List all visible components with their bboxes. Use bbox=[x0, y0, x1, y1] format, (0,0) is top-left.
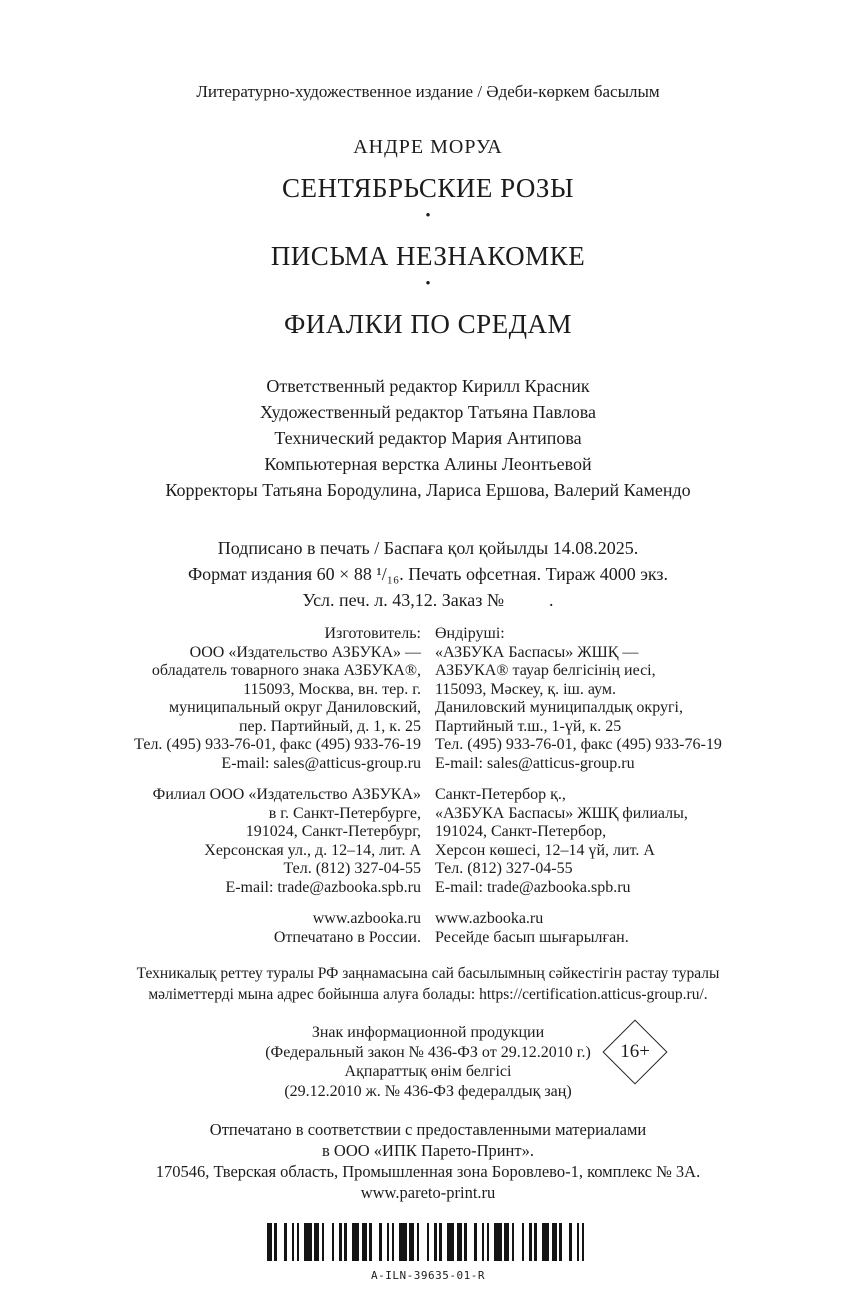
printing-house-line: 170546, Тверская область, Промышленная зона Боровлево-1, комплекс № 3А. bbox=[155, 1162, 701, 1181]
book-title-2: ПИСЬМА НЕЗНАКОМКЕ bbox=[270, 241, 586, 271]
column-line: E-mail: trade@azbooka.spb.ru bbox=[225, 878, 421, 896]
column-line: 191024, Санкт-Петербор, bbox=[435, 823, 607, 840]
age-mark-line: (Федеральный закон № 436-ФЗ от 29.12.2010 г.) bbox=[265, 1043, 591, 1061]
print-info-block bbox=[0, 535, 856, 613]
age-mark-line: (29.12.2010 ж. № 436-ФЗ федералдық заң) bbox=[284, 1082, 572, 1100]
print-info-line: Подписано в печать / Баспаға қол қойылды 14.08.2025. bbox=[217, 538, 639, 558]
column-line: Изготовитель: bbox=[324, 625, 421, 642]
column-line: в г. Санкт-Петербурге, bbox=[268, 804, 421, 822]
staff-line: Ответственный редактор Кирилл Красник bbox=[266, 376, 590, 396]
print-info-line: Усл. печ. л. 43,12. Заказ № . bbox=[302, 590, 554, 610]
certification-block bbox=[0, 963, 856, 1005]
age-mark-block bbox=[0, 1023, 856, 1101]
column-line: Өндіруші: bbox=[435, 625, 505, 642]
column-line: 115093, Москва, вн. тер. г. bbox=[243, 680, 421, 698]
column-line: 191024, Санкт-Петербург, bbox=[245, 823, 421, 840]
staff-line: Художественный редактор Татьяна Павлова bbox=[260, 402, 596, 422]
column-line: Даниловский муниципалдық округі, bbox=[435, 699, 683, 716]
column-line: Филиал ООО «Издательство АЗБУКА» bbox=[152, 786, 421, 803]
publisher-branch-group bbox=[435, 786, 757, 897]
book-title-3: ФИАЛКИ ПО СРЕДАМ bbox=[283, 309, 573, 339]
printing-house-line: www.pareto-print.ru bbox=[360, 1183, 496, 1202]
book-title-1: СЕНТЯБРЬСКИЕ РОЗЫ bbox=[282, 173, 574, 203]
column-line: «АЗБУКА Баспасы» ЖШҚ филиалы, bbox=[435, 804, 688, 822]
barcode-label: A-ILN-39635-01-R bbox=[371, 1269, 485, 1282]
column-line: Тел. (495) 933-76-01, факс (495) 933-76-19 bbox=[435, 736, 722, 753]
column-line: www.azbooka.ru bbox=[435, 910, 544, 927]
barcode-block bbox=[0, 1223, 856, 1282]
column-line: Ресейде басып шығарылған. bbox=[435, 928, 629, 946]
age-mark-line: Знак информационной продукции bbox=[311, 1024, 545, 1041]
publisher-group bbox=[435, 625, 757, 773]
age-rating-label: 16+ bbox=[620, 1041, 650, 1063]
print-info-line: Формат издания 60 × 88 ¹/₁₆. Печать офсетная. Тираж 4000 экз. bbox=[187, 564, 669, 584]
certification-line: Техникалық реттеу туралы РФ заңнамасына сай басылымның сәйкестігін растау туралы bbox=[136, 965, 720, 982]
staff-line: Технический редактор Мария Антипова bbox=[274, 428, 582, 448]
column-line: обладатель товарного знака АЗБУКА®, bbox=[151, 662, 421, 679]
publisher-left-column bbox=[99, 625, 421, 947]
column-line: Тел. (812) 327-04-55 bbox=[435, 860, 573, 877]
title-separator-icon: • bbox=[425, 208, 431, 224]
staff-line: Компьютерная верстка Алины Леонтьевой bbox=[264, 454, 592, 474]
staff-block bbox=[0, 373, 856, 503]
column-line: Херсонская ул., д. 12–14, лит. А bbox=[204, 841, 421, 859]
publisher-group bbox=[99, 625, 421, 773]
printing-house-line: в ООО «ИПК Парето-Принт». bbox=[322, 1141, 534, 1160]
column-line: E-mail: sales@atticus-group.ru bbox=[435, 754, 635, 772]
publisher-site-group bbox=[435, 910, 757, 947]
column-line: «АЗБУКА Баспасы» ЖШҚ — bbox=[435, 643, 639, 661]
column-line: АЗБУКА® тауар белгісінің иесі, bbox=[435, 662, 656, 679]
column-line: Санкт-Петербор қ., bbox=[435, 786, 566, 803]
column-line: Херсон көшесі, 12–14 үй, лит. А bbox=[435, 841, 655, 859]
publisher-branch-group bbox=[99, 786, 421, 897]
column-line: 115093, Мәскеу, қ. іш. аум. bbox=[435, 680, 617, 698]
column-line: ООО «Издательство АЗБУКА» — bbox=[189, 643, 421, 661]
barcode bbox=[267, 1223, 590, 1261]
column-line: E-mail: trade@azbooka.spb.ru bbox=[435, 878, 631, 896]
title-block bbox=[0, 136, 856, 341]
author-name: АНДРЕ МОРУА bbox=[353, 136, 503, 158]
publisher-site-group bbox=[99, 910, 421, 947]
printing-house-block bbox=[0, 1119, 856, 1203]
column-line: Тел. (812) 327-04-55 bbox=[283, 860, 421, 877]
edition-line: Литературно-художественное издание / Әдеби-көркем басылым bbox=[196, 82, 660, 101]
publisher-right-column bbox=[435, 625, 757, 947]
column-line: муниципальный округ Даниловский, bbox=[168, 699, 421, 716]
staff-line: Корректоры Татьяна Бородулина, Лариса Ершова, Валерий Камендо bbox=[165, 480, 691, 500]
column-line: www.azbooka.ru bbox=[312, 910, 421, 927]
certification-line: мәліметтерді мына адрес бойынша алуға болады: https://certification.atticus-group.ru/. bbox=[148, 986, 708, 1003]
column-line: пер. Партийный, д. 1, к. 25 bbox=[238, 717, 421, 735]
title-separator-icon: • bbox=[425, 276, 431, 292]
column-line: Тел. (495) 933-76-01, факс (495) 933-76-19 bbox=[134, 736, 421, 753]
column-line: E-mail: sales@atticus-group.ru bbox=[221, 754, 421, 772]
column-line: Отпечатано в России. bbox=[273, 928, 421, 946]
column-line: Партийный т.ш., 1-үй, к. 25 bbox=[435, 717, 622, 735]
printing-house-line: Отпечатано в соответствии с предоставленными материалами bbox=[209, 1120, 647, 1139]
age-mark-line: Ақпараттық өнім белгісі bbox=[344, 1063, 512, 1080]
publisher-columns bbox=[0, 625, 856, 947]
